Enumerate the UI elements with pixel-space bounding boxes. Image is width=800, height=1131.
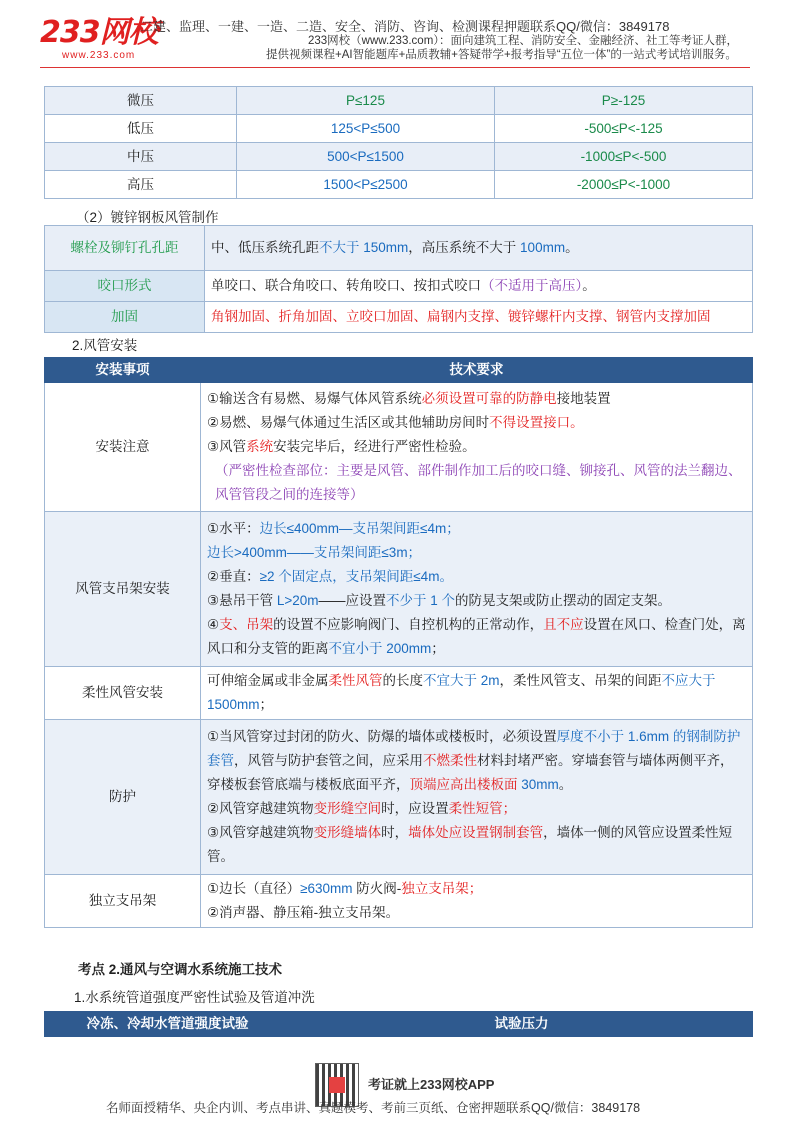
notes-label: 安装注意: [45, 383, 201, 512]
column-header: 试验压力: [291, 1012, 753, 1037]
reinforce-label: 加固: [45, 302, 205, 333]
pressure-level: 高压: [45, 171, 237, 199]
indep-label: 独立支吊架: [45, 875, 201, 928]
galvanized-table: [44, 225, 753, 333]
table-row: [45, 875, 753, 928]
footer-app: 考证就上233网校APP: [368, 1077, 495, 1092]
positive-range: P≤125: [237, 87, 495, 115]
header-intro-1: 233网校（www.233.com）：面向建筑工程、消防安全、金融经济、社工等考证人群，: [308, 35, 739, 47]
table-row: [45, 512, 753, 667]
positive-range: 125<P≤500: [237, 115, 495, 143]
flex-label: 柔性风管安装: [45, 667, 201, 720]
table-row: [45, 302, 753, 333]
header-contact: 二建、监理、一建、一造、二造、安全、消防、咨询、检测课程押题联系QQ/微信：3849178: [140, 19, 670, 34]
kaodian-2-heading: 考点 2.通风与空调水系统施工技术: [78, 962, 283, 977]
pressure-level: 微压: [45, 87, 237, 115]
galvanized-caption: （2）镀锌钢板风管制作: [76, 210, 219, 225]
protect-text: ①当风管穿过封闭的防火、防爆的墙体或楼板时，必须设置厚度不小于 1.6mm 的钢制防护套管，风管与防护套管之间，应采用不燃柔性材料封堵严密。穿墙套管与墙体两侧平齐，穿楼板套管底端与楼板底面平齐，顶端应高出楼板面 30mm。 ②风管穿越建筑物变形缝空间时，应设置柔性短管； ③风管穿越建筑物变形缝墙体时，墙体处应设置钢制套管，墙体一侧的风管应设置柔性短管。: [201, 720, 753, 875]
column-header: 冷冻、冷却水管道强度试验: [45, 1012, 291, 1037]
table-header-row: [45, 358, 753, 383]
table-row: [45, 143, 753, 171]
table-row: [45, 115, 753, 143]
column-header: 安装事项: [45, 358, 201, 383]
header-intro-2: 提供视频课程+AI智能题库+品质教辅+答疑带学+报考指导“五位一体”的一站式考试培训服务。: [266, 49, 737, 61]
table-row: [45, 271, 753, 302]
install-table: [44, 357, 753, 928]
water-pressure-table: [44, 1011, 753, 1037]
hanger-label: 风管支吊架安装: [45, 512, 201, 667]
table-row: [45, 87, 753, 115]
negative-range: -2000≤P<-1000: [495, 171, 753, 199]
hanger-text: ①水平：边长≤400mm—支吊架间距≤4m； 边长>400mm——支吊架间距≤3m； ②垂直：≥2 个固定点，支吊架间距≤4m。 ③悬吊干管 L>20m——应设置不少于 1 个的防晃支架或防止摆动的固定支架。 ④支、吊架的设置不应影响阀门、自控机构的正常动作，且不应设置在风口、检查门处，离风口和分支管的距离不宜小于 200mm；: [201, 512, 753, 667]
pressure-table: [44, 86, 753, 199]
positive-range: 1500<P≤2500: [237, 171, 495, 199]
pressure-level: 低压: [45, 115, 237, 143]
logo-text: 233网校: [40, 15, 158, 50]
header-divider: [40, 67, 750, 68]
pressure-level: 中压: [45, 143, 237, 171]
install-caption: 2.风管安装: [72, 338, 138, 353]
table-row: [45, 226, 753, 271]
table-row: [45, 720, 753, 875]
notes-text: ①输送含有易燃、易爆气体风管系统必须设置可靠的防静电接地装置 ②易燃、易爆气体通过生活区或其他辅助房间时不得设置接口。 ③风管系统安装完毕后，经进行严密性检验。 （严密性检查部位：主要是风管、部件制作加工后的咬口缝、铆接孔、风管的法兰翻边、风管管段之间的连接等）: [201, 383, 753, 512]
bolt-label: 螺栓及铆钉孔孔距: [45, 226, 205, 271]
indep-text: ①边长（直径）≥630mm 防火阀-独立支吊架； ②消声器、静压箱-独立支吊架。: [201, 875, 753, 928]
table-header-row: [45, 1012, 753, 1037]
table-row: [45, 667, 753, 720]
protect-label: 防护: [45, 720, 201, 875]
bolt-text: 中、低压系统孔距不大于 150mm，高压系统不大于 100mm。: [205, 226, 753, 271]
flex-text: 可伸缩金属或非金属柔性风管的长度不宜大于 2m，柔性风管支、吊架的间距不应大于 1500mm；: [201, 667, 753, 720]
negative-range: P≥-125: [495, 87, 753, 115]
reinforce-text: 角钢加固、折角加固、立咬口加固、扁钢内支撑、镀锌螺杆内支撑、钢管内支撑加固: [205, 302, 753, 333]
footer-contact: 名师面授精华、央企内训、考点串讲、真题模考、考前三页纸、仓密押题联系QQ/微信：3849178: [106, 1101, 641, 1115]
positive-range: 500<P≤1500: [237, 143, 495, 171]
seam-label: 咬口形式: [45, 271, 205, 302]
seam-text: 单咬口、联合角咬口、转角咬口、按扣式咬口（不适用于高压）。: [205, 271, 753, 302]
table-row: [45, 171, 753, 199]
negative-range: -1000≤P<-500: [495, 143, 753, 171]
logo-url: www.233.com: [62, 50, 136, 61]
column-header: 技术要求: [201, 358, 753, 383]
water-system-subheading: 1.水系统管道强度严密性试验及管道冲洗: [74, 990, 315, 1005]
table-row: [45, 383, 753, 512]
negative-range: -500≤P<-125: [495, 115, 753, 143]
